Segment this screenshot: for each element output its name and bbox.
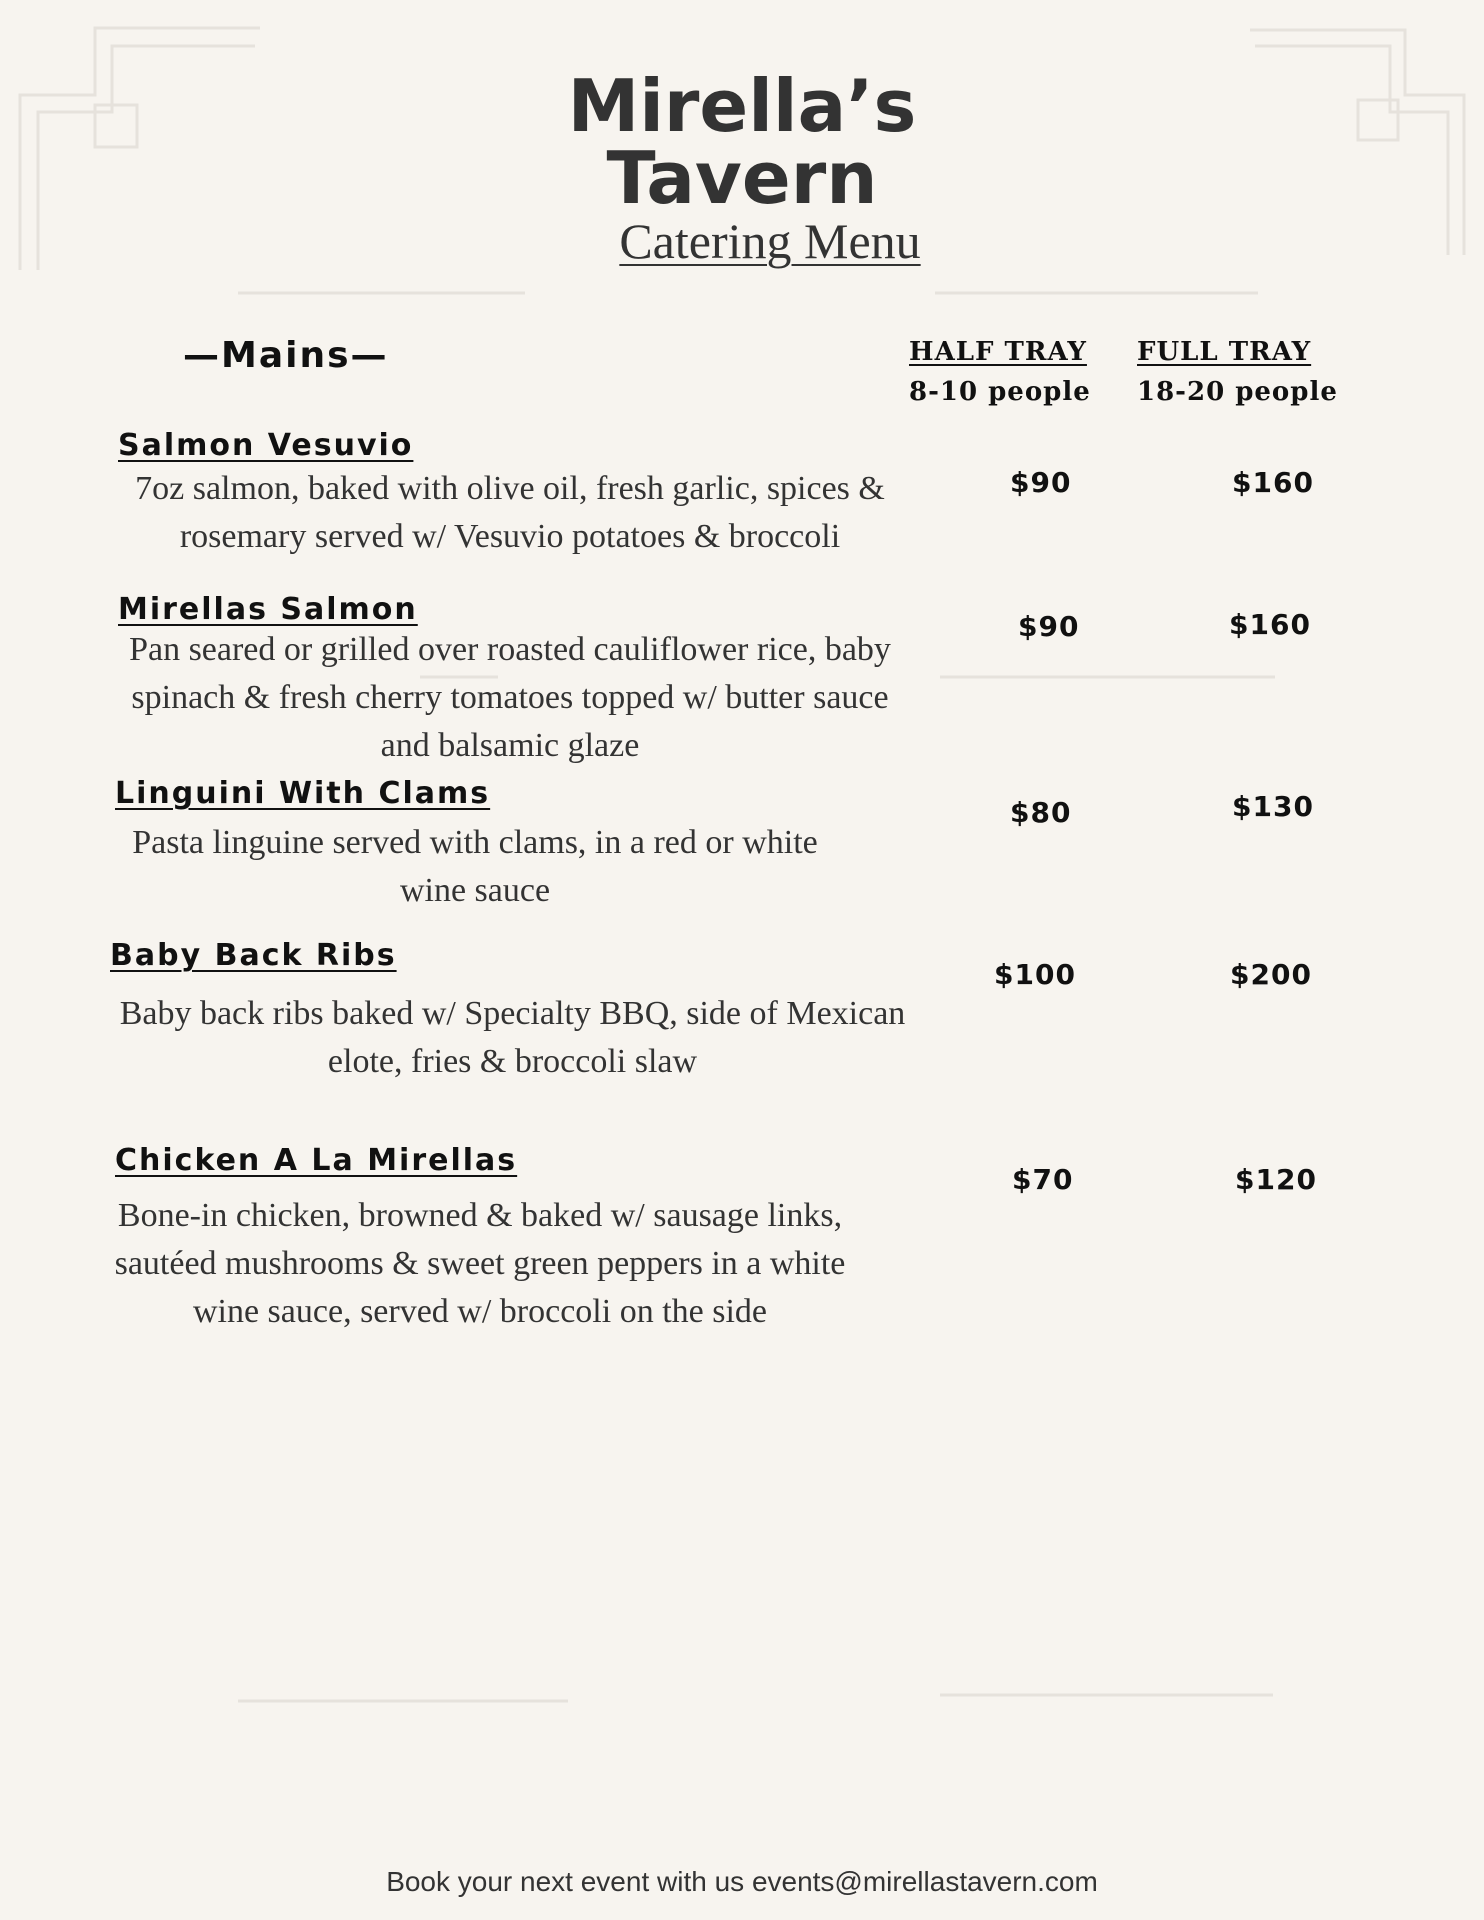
dish-name: Baby Back Ribs [110,938,397,973]
desc-line: and balsamic glaze [380,727,640,764]
full-tray-price: $160 [1229,608,1311,641]
full-tray-header [1137,332,1338,412]
full-tray-price: $200 [1230,958,1312,991]
desc-line: Pasta linguine served with clams, in a red or white [132,824,818,861]
menu-subtitle: Catering Menu [619,213,921,269]
full-tray-price: $130 [1232,790,1314,823]
half-tray-price: $100 [994,958,1076,991]
desc-line: rosemary served w/ Vesuvio potatoes & broccoli [179,518,841,555]
dish-name: Salmon Vesuvio [118,428,414,463]
full-tray-serves: 18-20 people [1137,377,1338,407]
desc-line: sautéed mushrooms & sweet green peppers in a white [114,1245,846,1282]
dish-description [95,626,925,770]
desc-line: Pan seared or grilled over roasted cauliflower rice, baby [129,631,891,668]
desc-line: 7oz salmon, baked with olive oil, fresh garlic, spices & [135,470,885,507]
desc-line: Bone-in chicken, browned & baked w/ sausage links, [117,1197,843,1234]
section-title: —Mains— [183,335,389,376]
desc-line: Baby back ribs baked w/ Specialty BBQ, side of Mexican [119,995,906,1032]
half-tray-label: HALF TRAY [909,337,1087,367]
restaurant-name-line1: Mirella’s [567,64,917,148]
dish-description [80,1192,880,1336]
dish-name: Chicken A La Mirellas [115,1143,518,1178]
full-tray-price: $120 [1235,1163,1317,1196]
half-tray-header [909,332,1091,412]
dish-description [95,465,925,561]
half-tray-price: $90 [1010,466,1072,499]
half-tray-serves: 8-10 people [909,377,1091,407]
dish-description [95,990,930,1086]
half-tray-price: $80 [1010,796,1072,829]
desc-line: elote, fries & broccoli slaw [327,1043,698,1080]
desc-line: wine sauce, served w/ broccoli on the side [192,1293,768,1330]
desc-line: wine sauce [399,872,551,909]
dish-description [95,819,855,915]
dish-name: Mirellas Salmon [118,592,418,627]
full-tray-label: FULL TRAY [1137,337,1312,367]
half-tray-price: $90 [1018,610,1080,643]
half-tray-price: $70 [1012,1163,1074,1196]
full-tray-price: $160 [1232,466,1314,499]
desc-line: spinach & fresh cherry tomatoes topped w/ butter sauce [131,679,889,716]
restaurant-name-line2: Tavern [606,136,878,220]
footer-contact: Book your next event with us events@mirellastavern.com [386,1866,1098,1897]
dish-name: Linguini With Clams [115,776,491,811]
